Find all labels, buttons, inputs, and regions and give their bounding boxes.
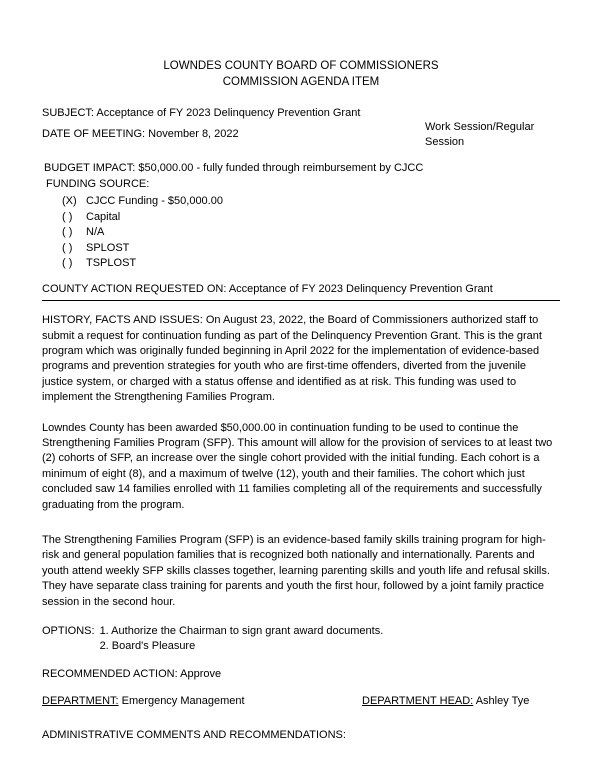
department-row xyxy=(42,694,560,709)
meeting-date-value: November 8, 2022 xyxy=(148,128,239,141)
funding-item-label: N/A xyxy=(86,226,105,239)
options-section xyxy=(42,624,560,655)
county-action-value: Acceptance of FY 2023 Delinquency Prevention Grant xyxy=(228,282,493,295)
funding-source-label: FUNDING SOURCE: xyxy=(46,177,150,190)
budget-impact-label: BUDGET IMPACT: xyxy=(44,162,136,175)
budget-impact-value: $50,000.00 - fully funded through reimbursement by CJCC xyxy=(138,162,424,175)
document-header xyxy=(42,58,560,90)
funding-item-label: Capital xyxy=(86,210,121,223)
options-label: OPTIONS: xyxy=(42,625,95,638)
checkbox-empty-marker: ( ) xyxy=(62,210,73,223)
county-action-row xyxy=(42,282,560,301)
meeting-date-line xyxy=(42,127,239,142)
session-type: Work Session/Regular Session xyxy=(425,121,535,148)
funding-item-tsplost xyxy=(62,256,560,272)
department-head-line xyxy=(362,694,529,709)
department-head-value: Ashley Tye xyxy=(475,695,530,708)
county-action-label: COUNTY ACTION REQUESTED ON: xyxy=(42,282,227,295)
meeting-date-label: DATE OF MEETING: xyxy=(42,128,146,141)
subject-row xyxy=(42,106,560,121)
department-head-label: DEPARTMENT HEAD: xyxy=(362,695,474,708)
funding-item-label: CJCC Funding - $50,000.00 xyxy=(86,195,223,208)
recommended-action-label: RECOMMENDED ACTION: xyxy=(42,667,178,680)
history-paragraph-3: The Strengthening Families Program (SFP) is an evidence-based family skills training program for high-risk and general population families that is recognized both nationally and internationally. Parents and youth attend weekly SFP skills classes together, learning parenting skills and youth life and refusal skills. They have separate class training for parents and youth the first hour, followed by a joint family practice session in the second hour. xyxy=(42,534,550,608)
history-paragraph-1 xyxy=(42,313,560,405)
checkbox-empty-marker: ( ) xyxy=(62,226,73,239)
funding-item-splost xyxy=(62,241,560,257)
department-label: DEPARTMENT: xyxy=(42,695,119,708)
recommended-action-row xyxy=(42,667,560,682)
checkbox-empty-marker: ( ) xyxy=(62,257,73,270)
checkbox-checked-marker: (X) xyxy=(62,195,77,208)
subject-label: SUBJECT: xyxy=(42,107,94,119)
subject-value: Acceptance of FY 2023 Delinquency Prevention Grant xyxy=(96,107,361,119)
recommended-action-value: Approve xyxy=(180,667,222,680)
history-label: HISTORY, FACTS AND ISSUES: xyxy=(42,314,203,327)
funding-item-capital xyxy=(62,210,560,226)
checkbox-empty-marker: ( ) xyxy=(62,241,73,254)
history-paragraph-1-text: On August 23, 2022, the Board of Commissioners authorized staff to submit a request for continuation funding as part of the Delinquency Prevention Grant. This is the grant program which was originally funded beginning in April 2022 for the implementation of evidence-based programs and prevention strategies for youth who are first-time offenders, diverted from the juvenile justice system, or charged with a status offense and identified as at risk. This funding was used to implement the Strengthening Families Program. xyxy=(42,314,542,404)
history-paragraph-2: Lowndes County has been awarded $50,000.00 in continuation funding to be used to continue the Strengthening Families Program (SFP). This amount will allow for the provision of services to at least two (2) cohorts of SFP, an increase over the single cohort provided with the initial funding. Each cohort is a minimum of eight (8), and a maximum of twelve (12), youth and their families. The cohort which just concluded saw 14 families enrolled with 11 families completing all of the requirements and successfully graduating from the program. xyxy=(42,421,553,511)
funding-item-cjcc xyxy=(62,194,560,210)
funding-source-list xyxy=(42,194,560,272)
admin-comments-heading: ADMINISTRATIVE COMMENTS AND RECOMMENDATIONS: xyxy=(42,728,346,741)
budget-impact-row xyxy=(42,161,560,176)
option-item-2: 2. Board's Pleasure xyxy=(99,640,196,653)
board-title: LOWNDES COUNTY BOARD OF COMMISSIONERS xyxy=(163,60,439,72)
options-items xyxy=(100,624,384,655)
funding-item-na xyxy=(62,225,560,241)
funding-item-label: SPLOST xyxy=(86,241,130,254)
funding-item-label: TSPLOST xyxy=(86,257,137,270)
department-value: Emergency Management xyxy=(121,695,245,708)
meeting-row xyxy=(42,121,560,149)
document-type-title: COMMISSION AGENDA ITEM xyxy=(222,76,380,88)
department-line xyxy=(42,695,245,707)
option-item-1: 1. Authorize the Chairman to sign grant award documents. xyxy=(99,625,384,638)
